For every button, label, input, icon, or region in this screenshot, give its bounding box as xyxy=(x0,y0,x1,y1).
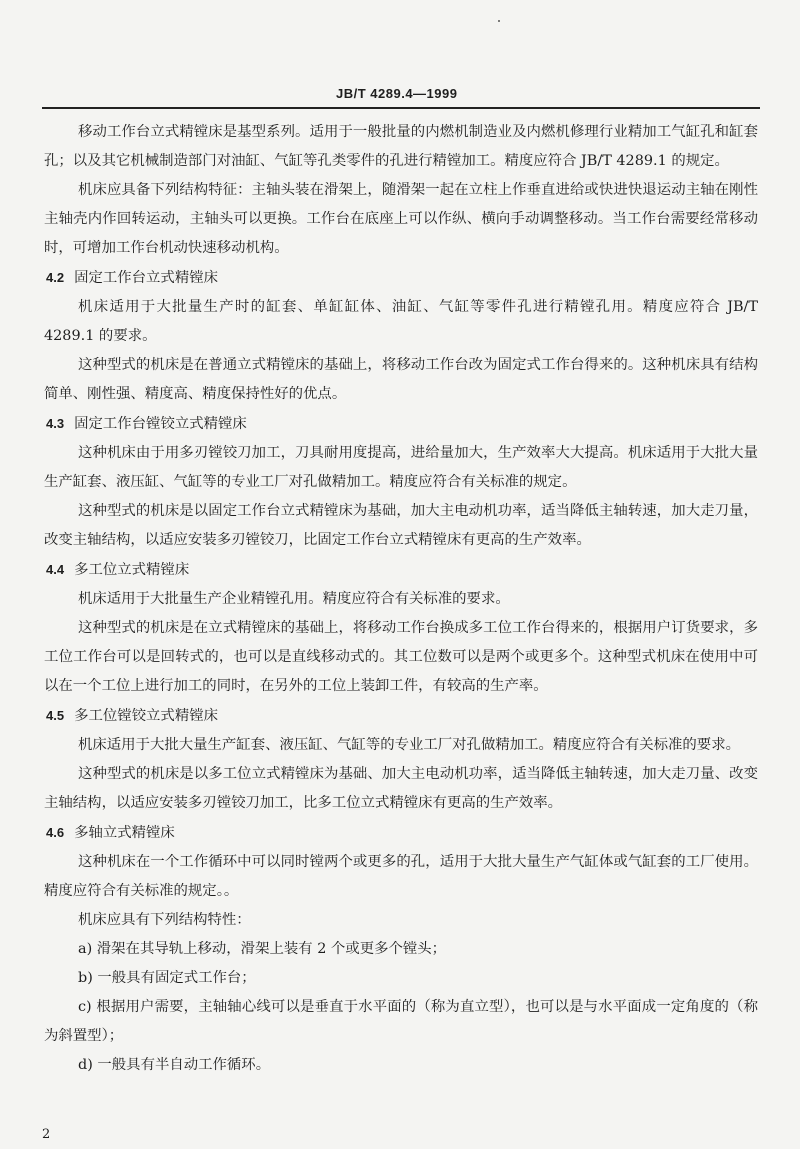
page-number: 2 xyxy=(42,1127,51,1142)
list-item: b) 一般具有固定式工作台； xyxy=(78,970,256,986)
paragraph: 这种机床在一个工作循环中可以同时镗两个或更多的孔，适用于大批大量生产气缸体或气缸套的工厂使用。精度应符合有关标准的规定。。 xyxy=(44,854,758,899)
body-text xyxy=(44,118,758,1080)
paragraph: 这种型式的机床是以多工位立式精镗床为基础、加大主电动机功率，适当降低主轴转速，加大走刀量、改变主轴结构，以适应安装多刃镗铰刀加工，比多工位立式精镗床有更高的生产效率。 xyxy=(44,766,758,811)
section-title: 固定工作台立式精镗床 xyxy=(74,270,218,286)
list-item: d) 一般具有半自动工作循环。 xyxy=(78,1057,271,1073)
paragraph: 机床应具有下列结构特性： xyxy=(78,912,251,928)
paragraph: 这种型式的机床是在普通立式精镗床的基础上，将移动工作台改为固定式工作台得来的。这种机床具有结构简单、刚性强、精度高、精度保持性好的优点。 xyxy=(44,357,758,402)
section-number: 4.3 xyxy=(46,416,65,431)
paragraph: 机床适用于大批大量生产缸套、液压缸、气缸等的专业工厂对孔做精加工。精度应符合有关标准的要求。 xyxy=(78,737,740,753)
section-title: 多工位镗铰立式精镗床 xyxy=(74,708,218,724)
paragraph: 移动工作台立式精镗床是基型系列。适用于一般批量的内燃机制造业及内燃机修理行业精加工气缸孔和缸套孔；以及其它机械制造部门对油缸、气缸等孔类零件的孔进行精镗加工。精度应符合 JB/T 4289.1 的规定。 xyxy=(44,124,758,169)
list-item: a) 滑架在其导轨上移动，滑架上装有 2 个或更多个镗头； xyxy=(78,941,447,957)
section-title: 多工位立式精镗床 xyxy=(74,562,190,578)
section-number: 4.5 xyxy=(46,708,65,723)
section-title: 固定工作台镗铰立式精镗床 xyxy=(74,416,247,432)
section-heading xyxy=(44,263,758,293)
section-number: 4.2 xyxy=(46,270,65,285)
section-heading xyxy=(44,701,758,731)
paragraph: 这种机床由于用多刃镗铰刀加工，刀具耐用度提高，进给量加大，生产效率大大提高。机床适用于大批大量生产缸套、液压缸、气缸等的专业工厂对孔做精加工。精度应符合有关标准的规定。 xyxy=(44,445,758,490)
scan-speck xyxy=(498,20,500,22)
paragraph: 机床适用于大批量生产时的缸套、单缸缸体、油缸、气缸等零件孔进行精镗孔用。精度应符合 JB/T 4289.1 的要求。 xyxy=(44,299,758,344)
section-heading xyxy=(44,818,758,848)
header-rule xyxy=(42,107,760,109)
section-heading xyxy=(44,555,758,585)
paragraph: 这种型式的机床是在立式精镗床的基础上，将移动工作台换成多工位工作台得来的，根据用户订货要求，多工位工作台可以是回转式的，也可以是直线移动式的。其工位数可以是两个或更多个。这种型式机床在使用中可以在一个工位上进行加工的同时，在另外的工位上装卸工件，有较高的生产率。 xyxy=(44,620,758,694)
paragraph: 机床适用于大批量生产企业精镗孔用。精度应符合有关标准的要求。 xyxy=(78,591,510,607)
section-title: 多轴立式精镗床 xyxy=(74,825,175,841)
page-header: JB/T 4289.4—1999 xyxy=(336,86,458,101)
section-number: 4.6 xyxy=(46,825,65,840)
list-item: c) 根据用户需要，主轴轴心线可以是垂直于水平面的（称为直立型），也可以是与水平面成一定角度的（称为斜置型）； xyxy=(44,999,758,1044)
paragraph: 机床应具备下列结构特征：主轴头装在滑架上，随滑架一起在立柱上作垂直进给或快进快退运动主轴在刚性主轴壳内作回转运动，主轴头可以更换。工作台在底座上可以作纵、横向手动调整移动。当工作台需要经常移动时，可增加工作台机动快速移动机构。 xyxy=(44,182,758,256)
paragraph: 这种型式的机床是以固定工作台立式精镗床为基础，加大主电动机功率，适当降低主轴转速，加大走刀量，改变主轴结构，以适应安装多刃镗铰刀，比固定工作台立式精镗床有更高的生产效率。 xyxy=(44,503,758,548)
section-heading xyxy=(44,409,758,439)
section-number: 4.4 xyxy=(46,562,65,577)
